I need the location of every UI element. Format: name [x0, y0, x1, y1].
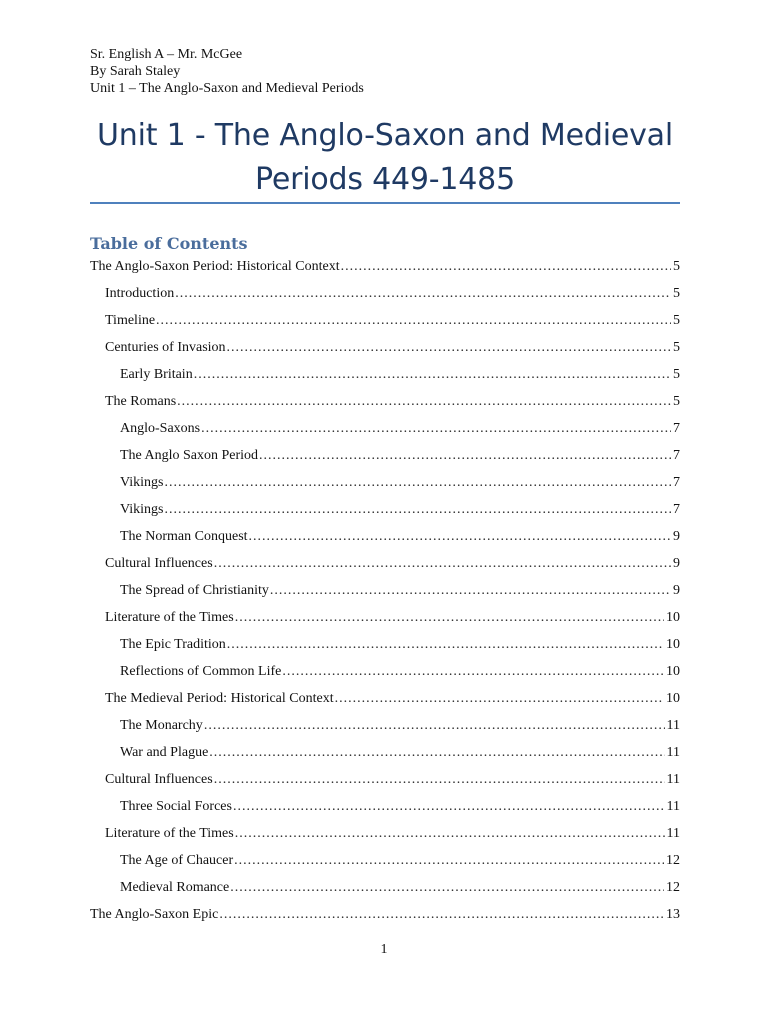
toc-entry-page: 7: [673, 421, 680, 436]
toc-dot-leader: [201, 419, 671, 439]
toc-entry-page: 5: [673, 394, 680, 409]
toc-entry-page: 5: [673, 286, 680, 301]
toc-entry[interactable]: [120, 419, 680, 439]
header-unit: Unit 1 – The Anglo-Saxon and Medieval Periods: [90, 81, 364, 96]
toc-entry-title: Three Social Forces: [120, 799, 232, 814]
toc-entry-page: 7: [673, 502, 680, 517]
toc-entry-page: 5: [673, 259, 680, 274]
toc-dot-leader: [209, 743, 664, 763]
toc-entry-title: The Monarchy: [120, 718, 203, 733]
toc-dot-leader: [177, 392, 671, 412]
toc-entry-page: 11: [666, 799, 680, 814]
toc-entry-title: War and Plague: [120, 745, 209, 760]
toc-entry-title: Cultural Influences: [105, 772, 213, 787]
toc-entry-title: Literature of the Times: [105, 610, 234, 625]
toc-entry[interactable]: [105, 554, 680, 574]
toc-entry-page: 7: [673, 448, 680, 463]
toc-dot-leader: [235, 608, 664, 628]
toc-dot-leader: [270, 581, 671, 601]
toc-entry-page: 10: [666, 664, 680, 679]
toc-entry-page: 5: [673, 313, 680, 328]
toc-entry-page: 9: [673, 529, 680, 544]
toc-entry[interactable]: [120, 878, 680, 898]
toc-entry[interactable]: [105, 311, 680, 331]
toc-entry[interactable]: [120, 527, 680, 547]
toc-dot-leader: [282, 662, 664, 682]
document-header: [90, 46, 364, 97]
toc-dot-leader: [235, 824, 665, 844]
toc-entry-title: The Anglo-Saxon Epic: [90, 907, 219, 922]
toc-entry-title: The Age of Chaucer: [120, 853, 234, 868]
toc-dot-leader: [227, 338, 671, 358]
toc-entry-title: Anglo-Saxons: [120, 421, 201, 436]
toc-entry-page: 10: [666, 691, 680, 706]
toc-entry-page: 10: [666, 610, 680, 625]
toc-entry-title: Reflections of Common Life: [120, 664, 282, 679]
toc-entry[interactable]: [120, 797, 680, 817]
toc-entry[interactable]: [120, 446, 680, 466]
toc-entry-title: Vikings: [120, 475, 164, 490]
toc-entry-page: 5: [673, 340, 680, 355]
toc-dot-leader: [214, 770, 665, 790]
toc-entry-title: The Anglo-Saxon Period: Historical Context: [90, 259, 340, 274]
toc-entry-title: The Epic Tradition: [120, 637, 226, 652]
toc-entry-title: Introduction: [105, 286, 175, 301]
toc-entry[interactable]: [105, 608, 680, 628]
toc-entry[interactable]: [120, 743, 680, 763]
toc-entry[interactable]: [120, 851, 680, 871]
toc-entry[interactable]: [120, 662, 680, 682]
toc-entry-title: The Spread of Christianity: [120, 583, 269, 598]
toc-heading: Table of Contents: [90, 234, 248, 253]
toc-entry-page: 11: [666, 718, 680, 733]
toc-entry-title: Timeline: [105, 313, 156, 328]
toc-entry-title: Cultural Influences: [105, 556, 213, 571]
toc-entry[interactable]: [120, 581, 680, 601]
toc-entry[interactable]: [105, 770, 680, 790]
toc-entry-title: Centuries of Invasion: [105, 340, 226, 355]
toc-dot-leader: [204, 716, 665, 736]
toc-dot-leader: [156, 311, 671, 331]
toc-dot-leader: [233, 797, 665, 817]
title-line-2: Periods 449-1485: [255, 162, 515, 197]
toc-dot-leader: [175, 284, 671, 304]
toc-dot-leader: [219, 905, 664, 925]
toc-entry[interactable]: [105, 824, 680, 844]
toc-entry-title: Early Britain: [120, 367, 193, 382]
toc-entry-page: 9: [673, 556, 680, 571]
toc-entry-title: Literature of the Times: [105, 826, 234, 841]
toc-entry-page: 5: [673, 367, 680, 382]
toc-dot-leader: [194, 365, 671, 385]
toc-entry-page: 10: [666, 637, 680, 652]
toc-entry-title: The Romans: [105, 394, 177, 409]
toc-entry-page: 11: [666, 826, 680, 841]
page-number: 1: [380, 942, 388, 957]
toc-dot-leader: [230, 878, 664, 898]
toc-entry[interactable]: [90, 257, 680, 277]
header-course: Sr. English A – Mr. McGee: [90, 47, 243, 62]
toc-entry-page: 11: [666, 745, 680, 760]
header-author: By Sarah Staley: [90, 64, 181, 79]
toc-dot-leader: [249, 527, 671, 547]
toc-entry-page: 13: [666, 907, 680, 922]
toc-entry[interactable]: [105, 338, 680, 358]
toc-entry-title: Vikings: [120, 502, 164, 517]
toc-dot-leader: [165, 500, 672, 520]
toc-entry-title: The Medieval Period: Historical Context: [105, 691, 334, 706]
toc-dot-leader: [227, 635, 664, 655]
toc-entry[interactable]: [105, 392, 680, 412]
toc-entry[interactable]: [120, 473, 680, 493]
toc-entry-title: Medieval Romance: [120, 880, 230, 895]
toc-entry-title: The Norman Conquest: [120, 529, 248, 544]
toc-dot-leader: [335, 689, 664, 709]
toc-entry-title: The Anglo Saxon Period: [120, 448, 259, 463]
toc-dot-leader: [341, 257, 671, 277]
toc-entry-page: 7: [673, 475, 680, 490]
toc-dot-leader: [259, 446, 671, 466]
toc-entry-page: 11: [666, 772, 680, 787]
toc-entry[interactable]: [105, 689, 680, 709]
toc-entry[interactable]: [120, 635, 680, 655]
toc-entry[interactable]: [120, 365, 680, 385]
toc-entry-page: 9: [673, 583, 680, 598]
page-title: [90, 114, 680, 202]
title-line-1: Unit 1 - The Anglo-Saxon and Medieval: [97, 118, 673, 153]
toc-dot-leader: [214, 554, 671, 574]
toc-dot-leader: [165, 473, 672, 493]
toc-entry[interactable]: [90, 905, 680, 925]
title-divider: [90, 202, 680, 204]
toc-entry[interactable]: [105, 284, 680, 304]
toc-entry[interactable]: [120, 500, 680, 520]
toc-entry-page: 12: [666, 880, 680, 895]
toc-entry-page: 12: [666, 853, 680, 868]
toc-dot-leader: [234, 851, 664, 871]
toc-entry[interactable]: [120, 716, 680, 736]
